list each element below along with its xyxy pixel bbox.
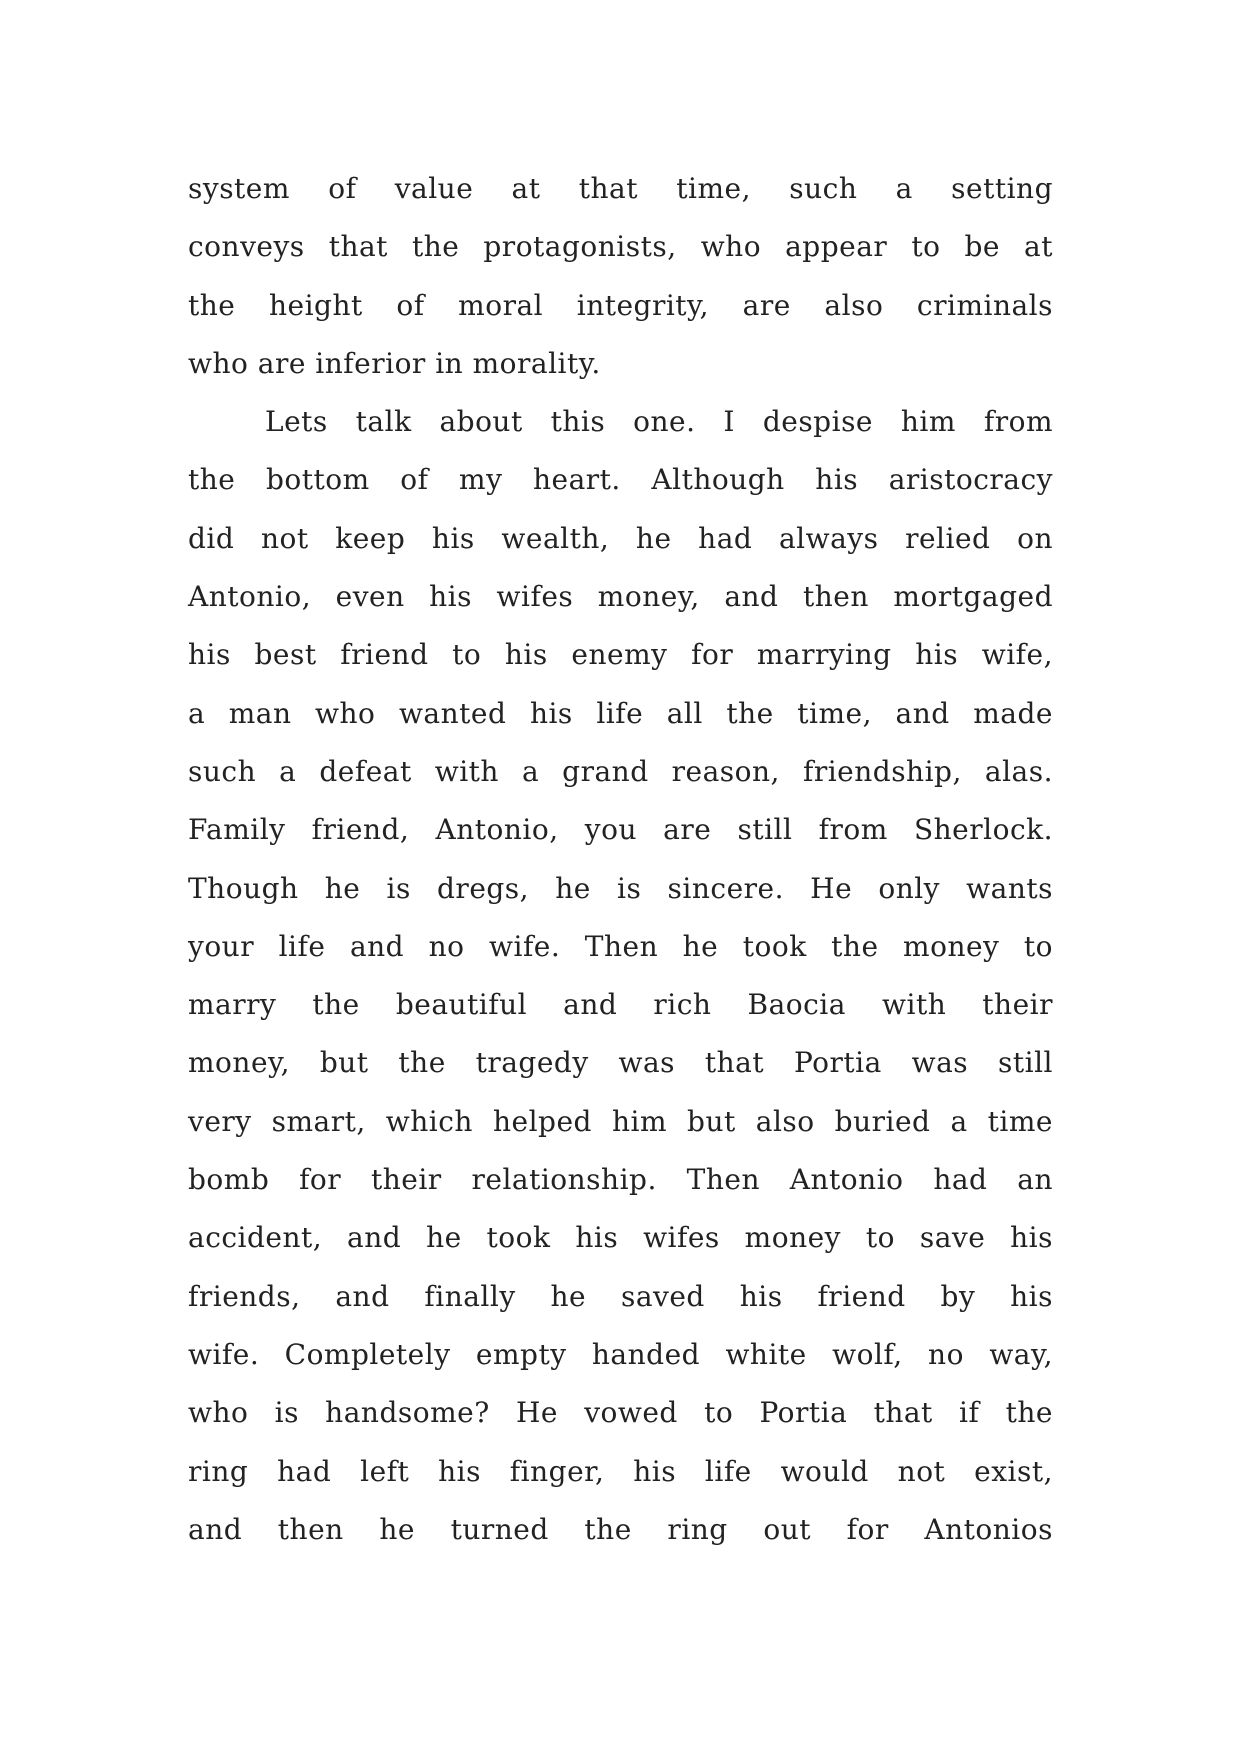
text-line: Lets talk about this one. I despise him from: [265, 405, 1053, 439]
text-line: such a defeat with a grand reason, friendship, alas.: [188, 754, 1053, 788]
text-line: friends, and finally he saved his friend by his: [188, 1279, 1053, 1313]
text-line: a man who wanted his life all the time, and made: [188, 696, 1053, 730]
text-line: ring had left his finger, his life would not exist,: [188, 1454, 1053, 1488]
text-line: system of value at that time, such a setting: [188, 172, 1053, 205]
text-line: accident, and he took his wifes money to save his: [188, 1221, 1053, 1255]
text-line: who are inferior in morality.: [188, 346, 601, 380]
text-line: very smart, which helped him but also buried a time: [188, 1104, 1053, 1138]
text-line: his best friend to his enemy for marrying his wife,: [188, 638, 1053, 672]
text-line: Family friend, Antonio, you are still from Sherlock.: [188, 813, 1053, 847]
text-line: who is handsome? He vowed to Portia that if the: [188, 1396, 1053, 1430]
text-line: marry the beautiful and rich Baocia with their: [188, 988, 1053, 1022]
text-line: the height of moral integrity, are also criminals: [188, 288, 1053, 322]
text-line: Though he is dregs, he is sincere. He only wants: [188, 871, 1053, 905]
text-line: wife. Completely empty handed white wolf, no way,: [188, 1337, 1053, 1371]
text-line: did not keep his wealth, he had always relied on: [188, 521, 1053, 555]
text-line: your life and no wife. Then he took the money to: [188, 929, 1053, 963]
text-line: money, but the tragedy was that Portia was still: [188, 1046, 1053, 1080]
body-text: [188, 160, 1053, 1559]
text-line: bomb for their relationship. Then Antonio had an: [188, 1163, 1053, 1197]
text-line: conveys that the protagonists, who appear to be at: [188, 230, 1053, 264]
text-line: Antonio, even his wifes money, and then mortgaged: [188, 580, 1053, 614]
text-line: the bottom of my heart. Although his aristocracy: [188, 463, 1053, 497]
text-line: and then he turned the ring out for Antonios: [188, 1512, 1053, 1546]
